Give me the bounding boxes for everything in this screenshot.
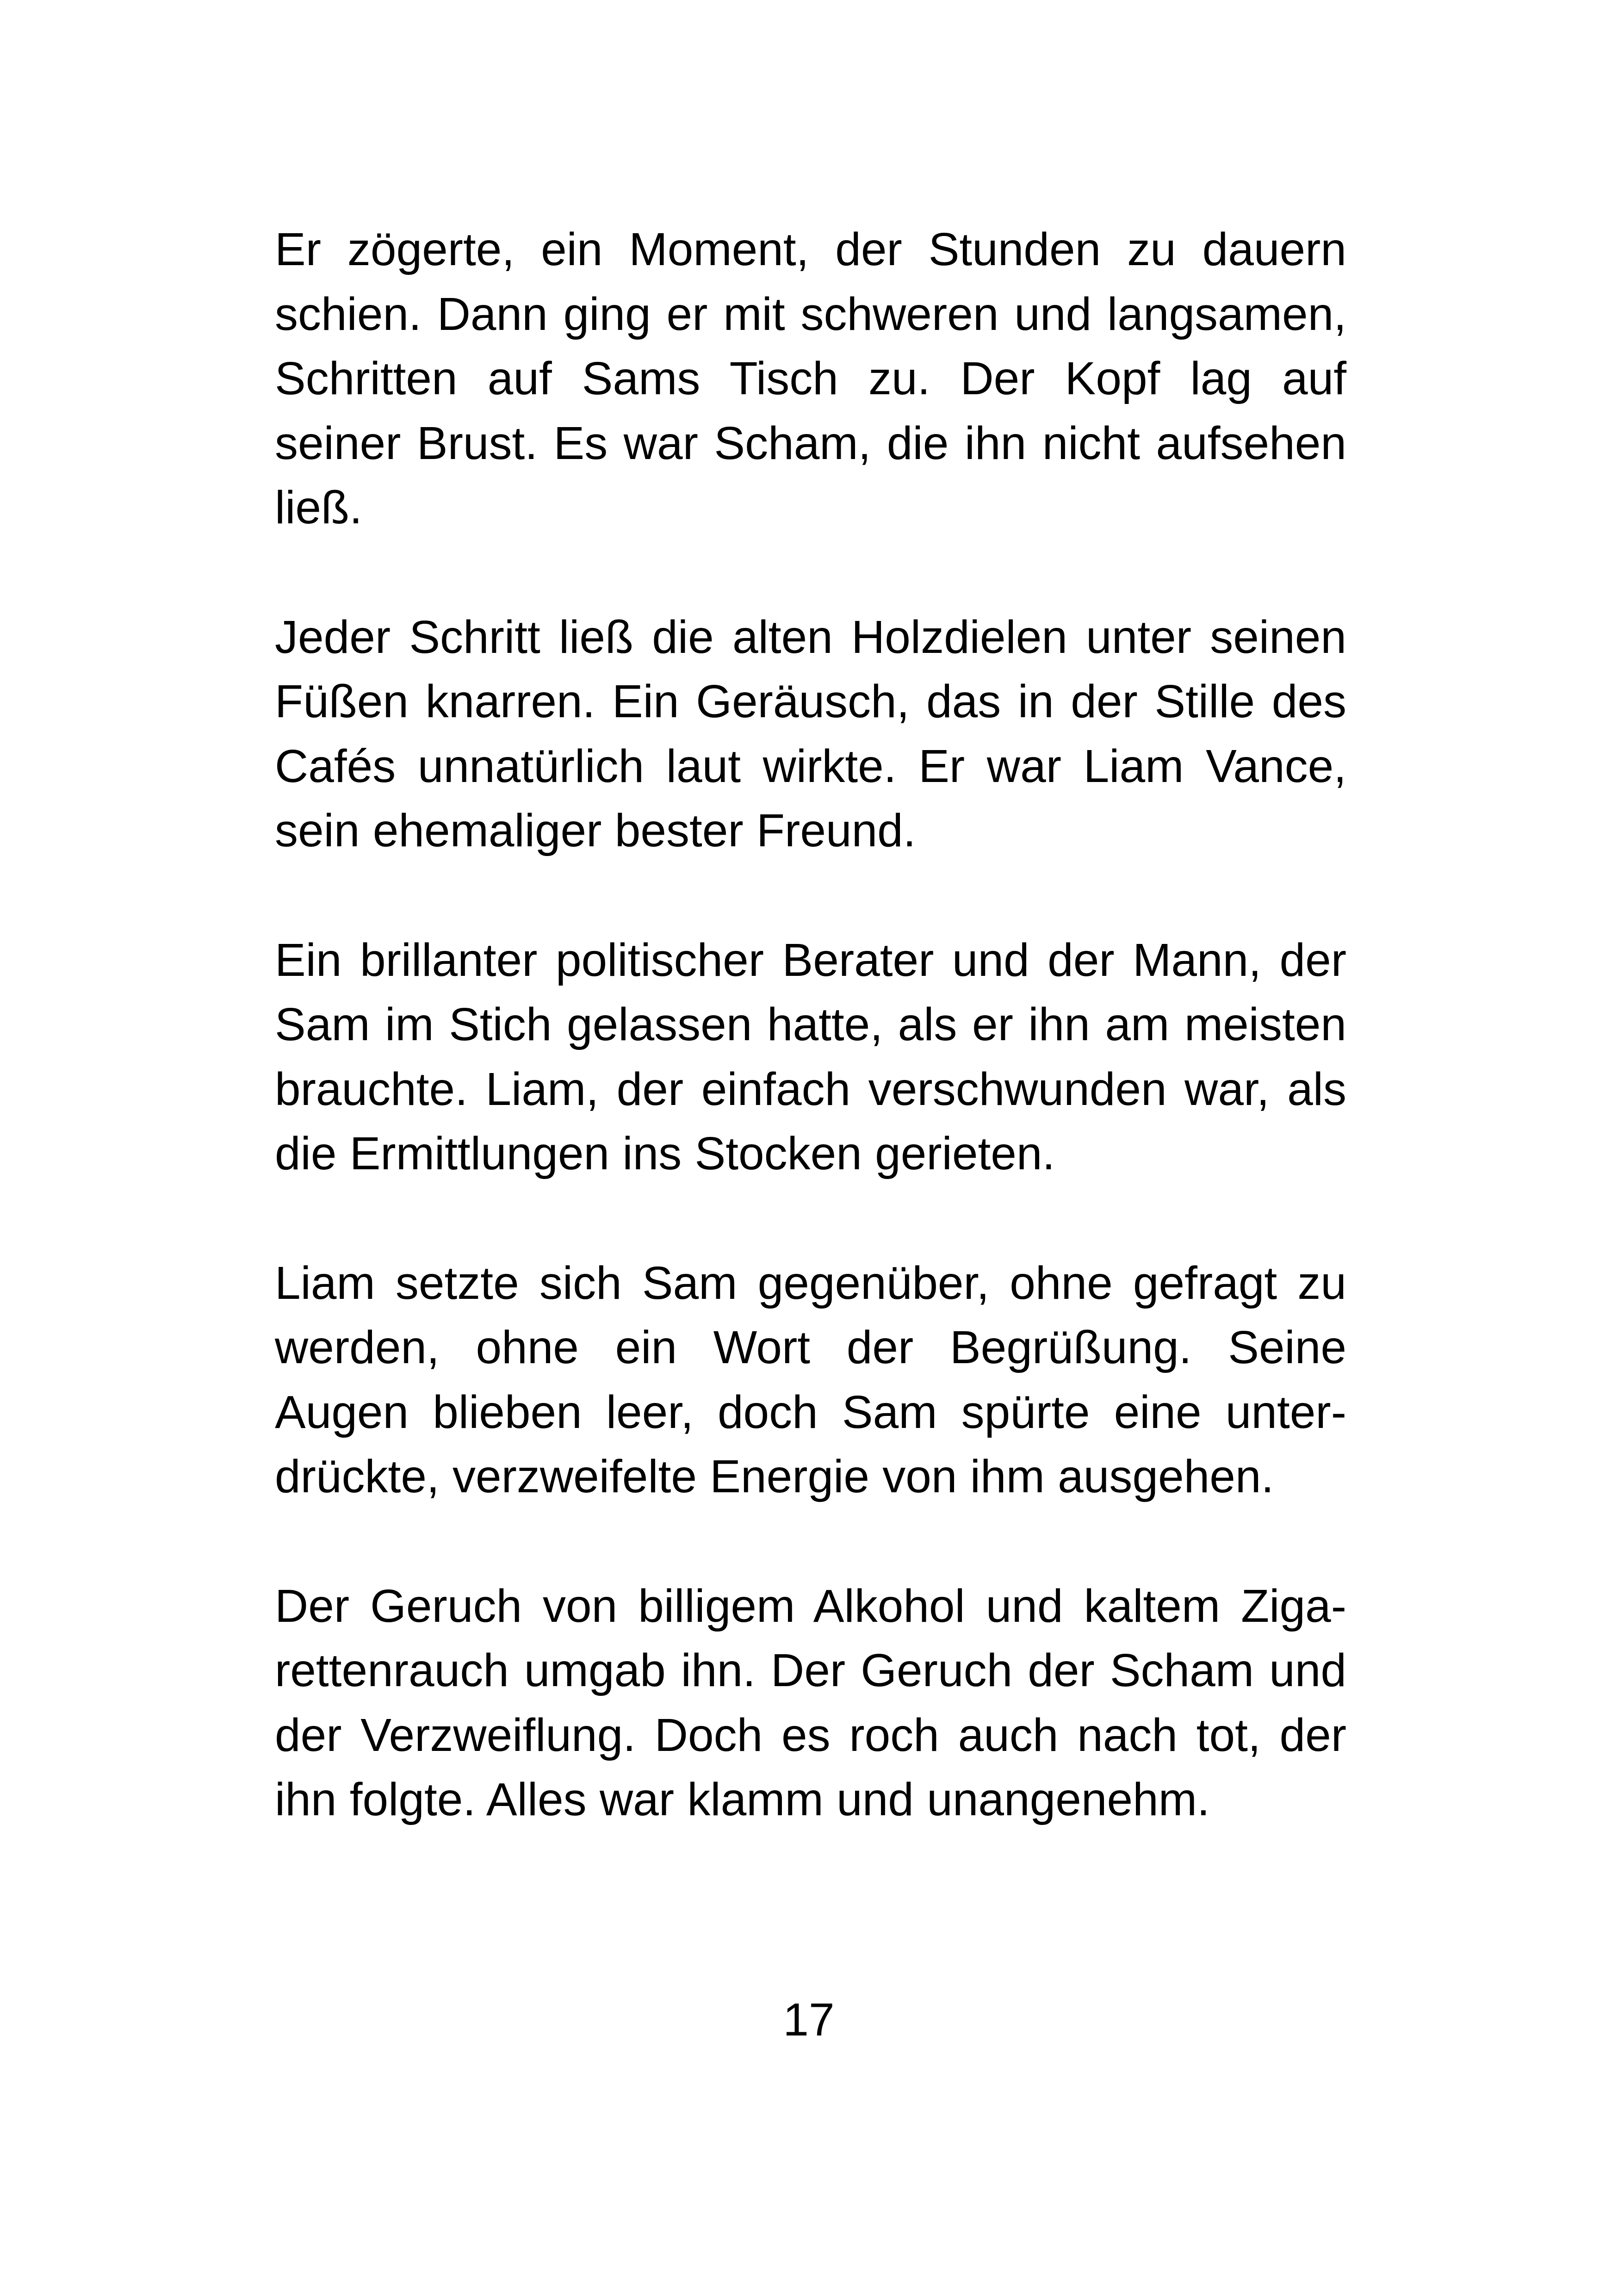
page-number: 17: [783, 1994, 835, 2046]
paragraph-2: Jeder Schritt ließ die alten Holzdielen unter seinen Füßen knarren. Ein Geräusch, das in der Stille des Cafés unnatürlich laut wirkte. Er war Liam Vance, sein ehemaliger bester Freund.: [275, 611, 1346, 856]
paragraph-4: Liam setzte sich Sam gegenüber, ohne gefragt zu werden, ohne ein Wort der Begrüßung. Seine Augen blieben leer, doch Sam spürte eine unterdrückte, verzweifelte Energie von ihm ausgehen.: [275, 1257, 1346, 1502]
paragraph-3: Ein brillanter politischer Berater und der Mann, der Sam im Stich gelassen hatte, als er ihn am meisten brauchte. Liam, der einfach verschwunden war, als die Ermittlungen ins Stocken gerieten.: [275, 934, 1346, 1179]
paragraph-5: Der Geruch von billigem Alkohol und kaltem Zigarettenrauch umgab ihn. Der Geruch der Scham und der Verzweiflung. Doch es roch auch nach tot, der ihn folgte. Alles war klamm und unangenehm.: [275, 1580, 1346, 1825]
paragraph-1: Er zögerte, ein Moment, der Stunden zu dauern schien. Dann ging er mit schweren und langsamen, Schritten auf Sams Tisch zu. Der Kopf lag auf seiner Brust. Es war Scham, die ihn nicht aufsehen ließ.: [275, 223, 1346, 534]
body-text: [275, 217, 1346, 1832]
